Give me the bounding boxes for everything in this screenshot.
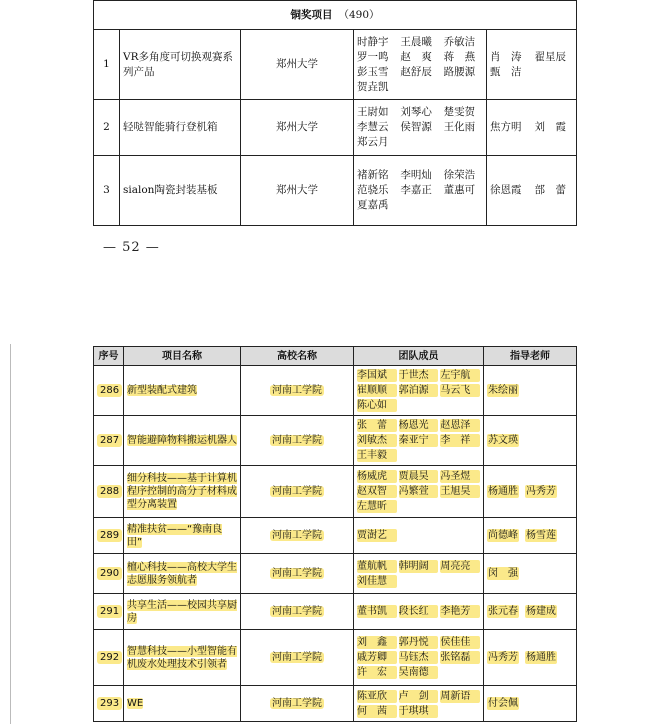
project-name-cell — [124, 366, 241, 416]
row-number: 286 — [97, 384, 122, 397]
team-members-list — [357, 35, 483, 95]
team-member: 李明灿 — [400, 169, 432, 181]
team-members-cell — [354, 554, 484, 594]
team-member: 王丰毅 — [357, 449, 397, 462]
team-member: 王化雨 — [443, 121, 476, 133]
project-name: sialon陶瓷封装基板 — [120, 156, 241, 226]
table-row — [94, 630, 577, 686]
table-caption-row — [94, 1, 577, 30]
team-member: 韩明阔 — [399, 560, 439, 573]
advisor: 翟星辰 — [534, 50, 567, 63]
team-member: 李嘉正 — [400, 184, 432, 196]
advisor: 朱绘丽 — [488, 385, 518, 396]
advisors-cell — [487, 100, 577, 156]
advisor: 肖 涛 — [490, 50, 522, 63]
table-row — [94, 366, 577, 416]
advisors-cell — [484, 518, 577, 554]
team-member: 董航帆 — [357, 560, 397, 573]
table-row — [94, 466, 577, 518]
advisor: 杨建成 — [526, 606, 556, 617]
team-member: 乔敏洁 — [443, 35, 476, 48]
university-cell — [241, 630, 354, 686]
university-name: 河南工学院 — [272, 652, 322, 663]
team-member: 刘琴心 — [400, 106, 432, 118]
table-row — [94, 554, 577, 594]
team-member: 许 宏 — [357, 666, 397, 679]
university-name: 河南工学院 — [272, 486, 322, 497]
team-member: 王旭昊 — [440, 485, 480, 498]
team-member: 陈心如 — [357, 399, 397, 412]
team-members-cell — [354, 100, 487, 156]
advisor: 付会佩 — [488, 698, 518, 709]
row-number: 2 — [94, 100, 120, 156]
team-members-cell — [354, 518, 484, 554]
team-members-cell — [354, 30, 487, 100]
advisors-cell — [484, 554, 577, 594]
table-row — [94, 686, 577, 722]
team-members-list — [357, 528, 480, 543]
university-cell — [241, 686, 354, 722]
team-member: 冯圣煜 — [440, 470, 480, 483]
project-name: VR多角度可切换观赛系列产品 — [120, 30, 241, 100]
award-table-bottom — [93, 346, 577, 722]
team-member: 于世杰 — [399, 369, 439, 382]
team-member: 周亮亮 — [440, 560, 480, 573]
page-number: — 52 — — [103, 240, 160, 255]
header-no: 序号 — [94, 347, 124, 366]
team-member: 贺垚凯 — [357, 80, 389, 93]
row-number: 3 — [94, 156, 120, 226]
table-row — [94, 416, 577, 466]
team-member: 楚雯贺 — [443, 106, 476, 118]
project-name: 新型装配式建筑 — [127, 385, 197, 396]
team-member: 杨威虎 — [357, 470, 397, 483]
team-member: 郭泊源 — [399, 384, 439, 397]
team-member: 戚芳卿 — [357, 651, 397, 664]
team-member: 董惠可 — [443, 184, 476, 196]
university-name: 河南工学院 — [272, 435, 322, 446]
team-member: 冯繁萱 — [399, 485, 439, 498]
advisor: 焦方明 — [490, 121, 522, 133]
team-member: 侯佳佳 — [440, 636, 480, 649]
team-member: 贾晨昊 — [399, 470, 439, 483]
advisor: 冯秀芳 — [488, 652, 518, 663]
team-member: 徐荣浩 — [443, 169, 476, 181]
row-number-cell — [94, 630, 124, 686]
team-member: 赵舒辰 — [400, 65, 432, 78]
margin-rule — [10, 344, 11, 724]
advisor: 杨通胜 — [488, 486, 518, 497]
advisors-cell — [484, 594, 577, 630]
team-members-cell — [354, 156, 487, 226]
advisor: 杨雪莲 — [526, 530, 556, 541]
project-name: WE — [127, 698, 144, 709]
university-name: 河南工学院 — [272, 385, 322, 396]
team-member: 侯智源 — [400, 121, 432, 133]
advisors-list — [487, 697, 573, 710]
project-name: 细分科技——基于计算机程序控制的高分子材料成型分离装置 — [127, 473, 237, 510]
row-number-cell — [94, 518, 124, 554]
team-member: 周新语 — [440, 690, 480, 703]
row-number: 292 — [97, 651, 122, 664]
bronze-award-table-top — [93, 0, 577, 226]
team-member: 王晨曦 — [400, 35, 432, 48]
advisors-cell — [484, 366, 577, 416]
project-name: 檀心科技——高校大学生志愿服务领航者 — [127, 561, 237, 586]
advisor: 杨通胜 — [526, 652, 556, 663]
team-member: 赵双智 — [357, 485, 397, 498]
row-number: 290 — [97, 567, 122, 580]
header-university: 高校名称 — [241, 347, 354, 366]
caption-title: 铜奖项目 — [290, 8, 333, 21]
row-number: 287 — [97, 434, 122, 447]
advisor: 甄 洁 — [490, 65, 522, 78]
university-cell — [241, 416, 354, 466]
project-name-cell — [124, 594, 241, 630]
advisors-cell — [484, 466, 577, 518]
team-members-list — [357, 469, 480, 514]
team-members-list — [357, 635, 480, 680]
team-members-list — [357, 105, 483, 150]
advisors-cell — [484, 686, 577, 722]
advisors-list — [487, 651, 573, 664]
project-name: 轻哒智能骑行登机箱 — [120, 100, 241, 156]
team-member: 赵 爽 — [400, 50, 432, 63]
project-name-cell — [124, 630, 241, 686]
advisors-cell — [484, 416, 577, 466]
table-header-row — [94, 347, 577, 366]
university-cell — [241, 594, 354, 630]
advisors-list — [487, 567, 573, 580]
project-name-cell — [124, 518, 241, 554]
team-member: 董书凯 — [357, 605, 397, 618]
advisors-list — [487, 485, 573, 498]
team-member: 刘敏杰 — [357, 434, 397, 447]
team-member: 路腰源 — [443, 65, 476, 78]
table-row — [94, 518, 577, 554]
team-members-cell — [354, 416, 484, 466]
project-name: 精准扶贫——“豫南良田” — [127, 523, 223, 548]
team-member: 段长红 — [399, 605, 439, 618]
advisors-list — [487, 605, 573, 618]
advisor: 张元春 — [488, 606, 518, 617]
advisor: 冯秀芳 — [526, 486, 556, 497]
team-members-list — [357, 559, 480, 589]
team-member: 张铭磊 — [440, 651, 480, 664]
advisors-cell — [487, 156, 577, 226]
advisors-list — [487, 529, 573, 542]
advisors-list — [487, 434, 573, 447]
caption-count: （490） — [338, 8, 380, 21]
team-members-cell — [354, 466, 484, 518]
team-members-cell — [354, 630, 484, 686]
row-number-cell — [94, 366, 124, 416]
team-members-cell — [354, 686, 484, 722]
project-name: 智慧科技——小型智能有机废水处理技术引领者 — [127, 645, 237, 670]
project-name-cell — [124, 416, 241, 466]
table-row — [94, 30, 577, 100]
advisor: 部 蕾 — [534, 184, 567, 196]
team-members-list — [357, 418, 480, 463]
university-cell — [241, 366, 354, 416]
university-cell — [241, 518, 354, 554]
advisor: 苏文瑛 — [488, 435, 518, 446]
team-member: 马云飞 — [440, 384, 480, 397]
university-cell — [241, 466, 354, 518]
advisors-list — [487, 384, 573, 397]
university-name: 河南工学院 — [272, 698, 322, 709]
team-member: 崔顺顺 — [357, 384, 397, 397]
university-name: 郑州大学 — [241, 100, 354, 156]
project-name-cell — [124, 466, 241, 518]
team-member: 左慧昕 — [357, 500, 397, 513]
row-number-cell — [94, 554, 124, 594]
team-member: 于琪琪 — [399, 705, 439, 718]
university-name: 郑州大学 — [241, 156, 354, 226]
header-project: 项目名称 — [124, 347, 241, 366]
header-members: 团队成员 — [354, 347, 484, 366]
team-member: 刘佳慧 — [357, 575, 397, 588]
team-member: 左宇航 — [440, 369, 480, 382]
team-member: 李 祥 — [440, 434, 480, 447]
team-member: 罗一鸣 — [357, 50, 389, 63]
university-name: 郑州大学 — [241, 30, 354, 100]
advisors-list — [490, 183, 573, 198]
table-row — [94, 100, 577, 156]
team-members-list — [357, 168, 483, 213]
team-member: 杨恩光 — [399, 419, 439, 432]
advisors-cell — [484, 630, 577, 686]
university-name: 河南工学院 — [272, 568, 322, 579]
university-name: 河南工学院 — [272, 530, 322, 541]
team-member: 贾澍艺 — [357, 529, 397, 542]
team-members-cell — [354, 366, 484, 416]
team-member: 马钰杰 — [399, 651, 439, 664]
row-number-cell — [94, 686, 124, 722]
advisor: 闵 强 — [488, 568, 518, 579]
project-name-cell — [124, 686, 241, 722]
team-member: 郭丹悦 — [399, 636, 439, 649]
advisors-list — [490, 50, 573, 80]
team-member: 李艳芳 — [440, 605, 480, 618]
row-number: 293 — [97, 697, 122, 710]
row-number-cell — [94, 416, 124, 466]
team-members-list — [357, 689, 480, 719]
table-row — [94, 156, 577, 226]
row-number: 288 — [97, 485, 122, 498]
team-member: 卢 剑 — [399, 690, 439, 703]
team-member: 王尉如 — [357, 106, 389, 118]
row-number-cell — [94, 466, 124, 518]
row-number: 1 — [94, 30, 120, 100]
header-advisors: 指导老师 — [484, 347, 577, 366]
table-caption — [94, 1, 577, 30]
project-name: 共享生活——校园共享厨房 — [127, 599, 237, 624]
team-member: 蒋 燕 — [443, 50, 476, 63]
row-number-cell — [94, 594, 124, 630]
university-cell — [241, 554, 354, 594]
row-number: 291 — [97, 605, 122, 618]
team-member: 李国斌 — [357, 369, 397, 382]
team-member: 时静宇 — [357, 35, 389, 48]
team-member: 刘 鑫 — [357, 636, 397, 649]
advisors-list — [490, 120, 573, 135]
advisors-cell — [487, 30, 577, 100]
team-member: 范骁乐 — [357, 184, 389, 196]
team-member: 郑云月 — [357, 136, 389, 148]
advisor: 尚德峰 — [488, 530, 518, 541]
row-number: 289 — [97, 529, 122, 542]
team-member: 李慧云 — [357, 121, 389, 133]
team-member: 彭玉雪 — [357, 65, 389, 78]
advisor: 刘 霞 — [534, 121, 567, 133]
university-name: 河南工学院 — [272, 606, 322, 617]
table-row — [94, 594, 577, 630]
team-member: 吴南德 — [399, 666, 439, 679]
advisor: 徐恩霞 — [490, 184, 522, 196]
team-member: 赵恩泽 — [440, 419, 480, 432]
team-member: 夏嘉禹 — [357, 199, 389, 211]
team-member: 秦亚宁 — [399, 434, 439, 447]
team-members-list — [357, 604, 480, 619]
team-member: 何 茜 — [357, 705, 397, 718]
project-name-cell — [124, 554, 241, 594]
team-member: 张 蕾 — [357, 419, 397, 432]
team-members-list — [357, 368, 480, 413]
team-members-cell — [354, 594, 484, 630]
team-member: 陈亚欣 — [357, 690, 397, 703]
team-member: 褚新铭 — [357, 169, 389, 181]
project-name: 智能避障物料搬运机器人 — [127, 435, 237, 446]
